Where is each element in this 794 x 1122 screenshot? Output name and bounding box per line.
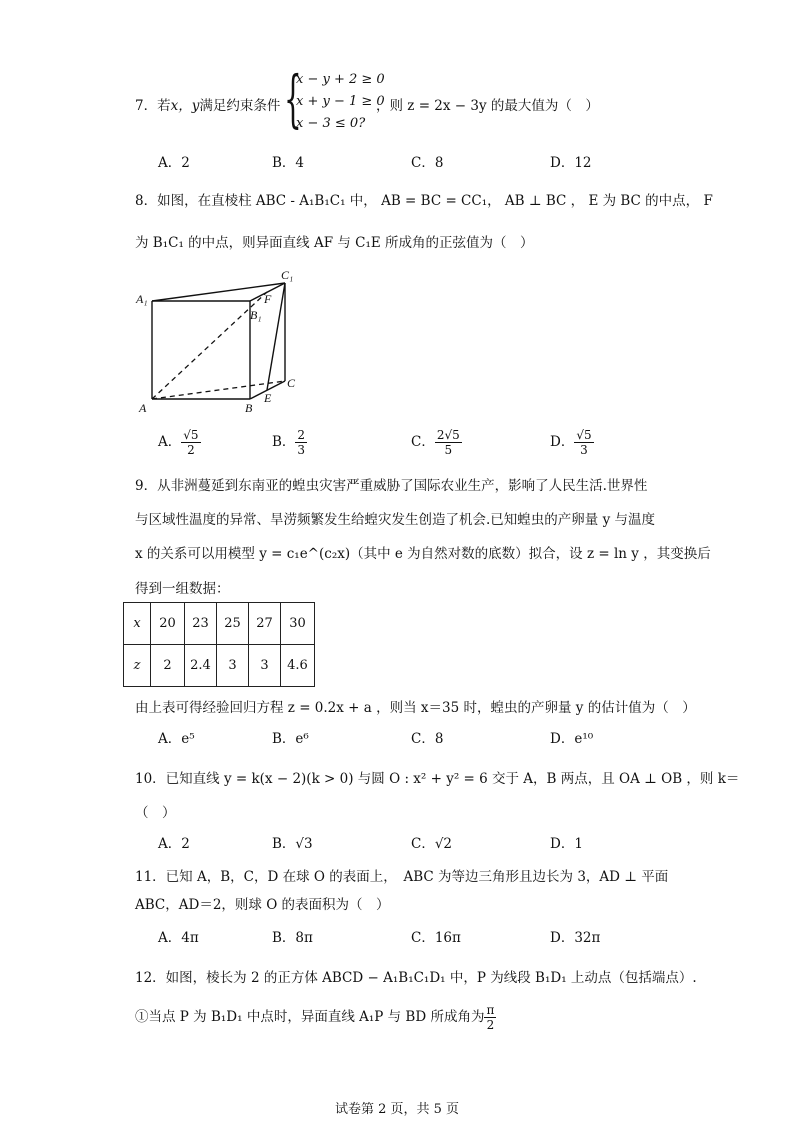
table-cell: z <box>124 645 151 687</box>
table-cell: 4.6 <box>281 645 315 687</box>
q9-line-2: 与区域性温度的异常、旱涝频繁发生给蝗灾发生创造了机会.已知蝗虫的产卵量 y 与温度 <box>135 512 655 528</box>
q7-option-b: B．4 <box>272 155 305 171</box>
q7-constraint-1: x − y + 2 ≥ 0 <box>296 72 385 87</box>
q11-option-c: C．16π <box>411 930 461 946</box>
q10-line-1: 10．已知直线 y = k(x − 2)(k > 0) 与圆 O : x² + y² = 6 交于 A，B 两点，且 OA ⊥ OB ，则 k＝ <box>135 771 740 787</box>
label-c1: C₁ <box>281 268 294 282</box>
q10-option-d: D．1 <box>550 836 583 852</box>
q8-option-d-num: √5 <box>576 428 592 442</box>
q8-option-d: D． $\frac{√5}{3}$ <box>550 428 592 457</box>
q10-line-2: （ ） <box>135 805 176 821</box>
q7-option-a: A．2 <box>158 155 190 171</box>
label-a1: A₁ <box>136 292 148 306</box>
table-cell: 27 <box>249 603 281 645</box>
table-cell: 25 <box>217 603 249 645</box>
q12-line-2: ①当点 P 为 B₁D₁ 中点时，异面直线 A₁P 与 BD 所成角为 $\frac{\pi}{2}$ <box>135 1003 495 1032</box>
table-cell: 20 <box>151 603 185 645</box>
table-row <box>124 645 315 687</box>
label-a: A <box>139 401 147 415</box>
q7-vars: x，y <box>170 98 200 114</box>
q8-option-b-num: 2 <box>297 428 306 442</box>
q9-option-a: A．e⁵ <box>158 731 195 747</box>
table-cell: 23 <box>185 603 217 645</box>
q10-option-a: A．2 <box>158 836 190 852</box>
q9-option-c: C．8 <box>411 731 444 747</box>
table-row <box>124 603 315 645</box>
q12-frac-den: 2 <box>486 1018 495 1032</box>
q8-option-b: B． $\frac{2}{3}$ <box>272 428 306 457</box>
q9-line-5: 由上表可得经验回归方程 z = 0.2x + a ，则当 x＝35 时，蝗虫的产卵量 y 的估计值为（ ） <box>135 700 696 716</box>
q8-option-d-den: 3 <box>580 443 588 457</box>
table-cell: 2.4 <box>185 645 217 687</box>
table-cell: 2 <box>151 645 185 687</box>
label-b1: B₁ <box>250 308 262 322</box>
q7-constraint-2: x + y − 1 ≥ 0 <box>296 94 385 109</box>
q8-option-a-num: √5 <box>183 428 199 442</box>
q8-option-c-num: 2√5 <box>436 428 460 442</box>
q7-option-d: D．12 <box>550 155 592 171</box>
q8-option-a: A． $\frac{√5}{2}$ <box>158 428 199 457</box>
label-c: C <box>287 376 296 390</box>
q11-option-b: B．8π <box>272 930 313 946</box>
q11-option-a: A．4π <box>158 930 199 946</box>
table-cell: 30 <box>281 603 315 645</box>
q8-option-c: C． $\frac{2√5}{5}$ <box>411 428 460 457</box>
table-cell: 3 <box>217 645 249 687</box>
q7-option-c: C．8 <box>411 155 444 171</box>
q7-constraint-3: x − 3 ≤ 0? <box>296 116 366 131</box>
q10-option-c: C．√2 <box>411 836 453 852</box>
q11-line-2: ABC，AD＝2，则球 O 的表面积为（ ） <box>135 897 390 913</box>
q9-line-4: 得到一组数据： <box>135 581 230 597</box>
table-cell: 3 <box>249 645 281 687</box>
q12-frac-num: π <box>486 1003 495 1017</box>
table-cell: x <box>124 603 151 645</box>
data-table <box>123 602 315 687</box>
q8-option-a-den: 2 <box>187 443 195 457</box>
q8-option-b-den: 3 <box>297 443 306 457</box>
label-f: F <box>264 292 272 306</box>
prism-figure <box>135 265 310 420</box>
q7-cond-label: 满足约束条件 <box>199 98 281 114</box>
q9-option-b: B．e⁶ <box>272 731 309 747</box>
q12-line-1: 12．如图，棱长为 2 的正方体 ABCD − A₁B₁C₁D₁ 中，P 为线段 B₁D₁ 上动点（包括端点）. <box>135 970 697 986</box>
q8-option-c-den: 5 <box>444 443 453 457</box>
q7-tail: ，则 z = 2x − 3y 的最大值为（ ） <box>376 98 599 114</box>
q9-line-3: x 的关系可以用模型 y = c₁e^(c₂x)（其中 e 为自然对数的底数）拟合，设 z = ln y ，其变换后 <box>135 546 711 562</box>
label-b: B <box>245 401 253 415</box>
q8-line-1: 8．如图，在直棱柱 ABC - A₁B₁C₁ 中， AB = BC = CC₁， AB ⊥ BC ， E 为 BC 的中点， F <box>135 193 713 209</box>
q8-line-2: 为 B₁C₁ 的中点，则异面直线 AF 与 C₁E 所成角的正弦值为（ ） <box>135 235 534 251</box>
q9-line-1: 9．从非洲蔓延到东南亚的蝗虫灾害严重威胁了国际农业生产，影响了人民生活.世界性 <box>135 478 648 494</box>
q9-option-d: D．e¹⁰ <box>550 731 594 747</box>
q11-line-1: 11．已知 A，B，C，D 在球 O 的表面上， ABC 为等边三角形且边长为 3，AD ⊥ 平面 <box>135 869 669 885</box>
q7-lead: 7．若 <box>135 98 171 114</box>
q11-option-d: D．32π <box>550 930 601 946</box>
q7-brace: { <box>284 62 302 135</box>
page-footer: 试卷第 2 页，共 5 页 <box>334 1102 460 1117</box>
label-e: E <box>264 391 272 405</box>
q10-option-b: B．√3 <box>272 836 313 852</box>
